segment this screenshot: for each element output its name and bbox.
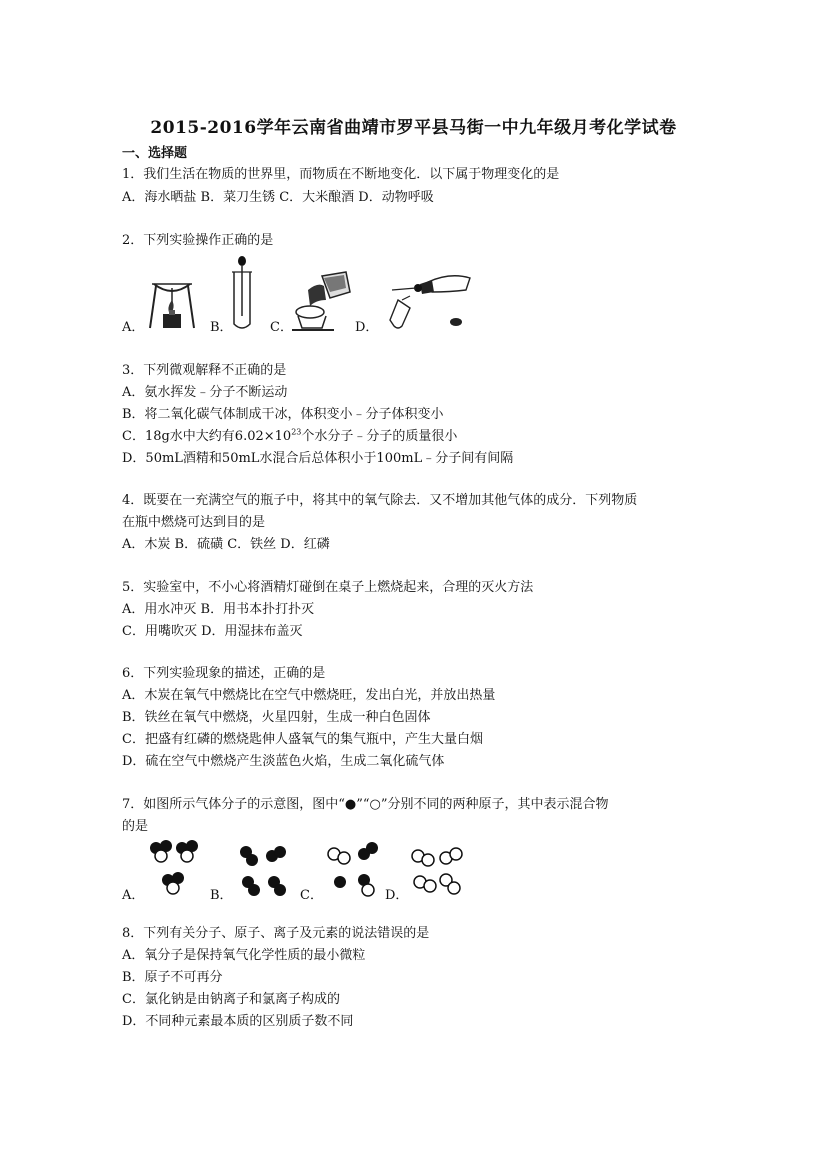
pouring-bottle-figure: [380, 266, 476, 330]
q6-option-d: D．硫在空气中燃烧产生淡蓝色火焰，生成二氧化硫气体: [122, 754, 445, 769]
q8-option-b: B．原子不可再分: [122, 970, 223, 985]
q4-stem-line1: 4．既要在一充满空气的瓶子中，将其中的氧气除去．又不增加其他气体的成分．下列物质: [122, 493, 638, 508]
q3-stem: 3．下列微观解释不正确的是: [122, 363, 287, 378]
q2-label-c: C．: [270, 320, 293, 335]
q3-option-c-rest: 个水分子﹣分子的质量很小: [301, 429, 458, 444]
q5-options-ab: A．用水冲灭 B．用书本扑打扑灭: [122, 602, 315, 617]
q2-label-b: B．: [210, 320, 233, 335]
q3-option-c: [122, 428, 457, 446]
q6-option-c: C．把盛有红磷的燃烧匙伸人盛氧气的集气瓶中，产生大量白烟: [122, 732, 483, 747]
q2-stem: 2．下列实验操作正确的是: [122, 233, 274, 248]
q7-label-a: A．: [122, 888, 145, 903]
heating-tripod-figure: [148, 264, 196, 332]
q2-label-d: D．: [355, 320, 379, 335]
q6-stem: 6．下列实验现象的描述，正确的是: [122, 666, 326, 681]
q8-option-a: A．氧分子是保持氧气化学性质的最小微粒: [122, 948, 366, 963]
q1-options: A．海水晒盐 B．菜刀生锈 C．大米酿酒 D．动物呼吸: [122, 190, 434, 205]
q2-label-a: A．: [122, 320, 145, 335]
q8-stem: 8．下列有关分子、原子、离子及元素的说法错误的是: [122, 926, 430, 941]
q7-label-c: C．: [300, 888, 323, 903]
q7-label-b: B．: [210, 888, 233, 903]
q3-option-c-main: C．18g水中大约有6.02×10: [122, 429, 292, 444]
q3-option-a: A．氨水挥发﹣分子不断运动: [122, 385, 288, 400]
q6-option-a: A．木炭在氧气中燃烧比在空气中燃烧旺，发出白光，并放出热量: [122, 688, 496, 703]
q7-label-d: D．: [385, 888, 409, 903]
molecule-diagram-b: [236, 842, 292, 898]
q6-option-b: B．铁丝在氧气中燃烧，火星四射，生成一种白色固体: [122, 710, 431, 725]
q3-option-c-exponent: 23: [291, 427, 302, 437]
q3-option-d: D．50mL酒精和50mL水混合后总体积小于100mL﹣分子间有间隔: [122, 451, 514, 466]
q5-options-cd: C．用嘴吹灭 D．用湿抹布盖灭: [122, 624, 303, 639]
dropper-test-tube-figure: [230, 256, 254, 332]
q8-option-c: C．氯化钠是由钠离子和氯离子构成的: [122, 992, 340, 1007]
q4-stem-line2: 在瓶中燃烧可达到目的是: [122, 515, 266, 530]
q7-stem-line1: 7．如图所示气体分子的示意图，图中“●”“○”分别不同的两种原子，其中表示混合物: [122, 797, 609, 812]
q5-stem: 5．实验室中，不小心将酒精灯碰倒在桌子上燃烧起来，合理的灭火方法: [122, 580, 534, 595]
q8-option-d: D．不同种元素最本质的区别质子数不同: [122, 1014, 354, 1029]
q4-options: A．木炭 B．硫磺 C．铁丝 D．红磷: [122, 537, 330, 552]
molecule-diagram-d: [410, 846, 466, 898]
q7-stem-line2: 的是: [122, 819, 149, 834]
q1-stem: 1．我们生活在物质的世界里，而物质在不断地变化．以下属于物理变化的是: [122, 167, 560, 182]
exam-title: 2015-2016学年云南省曲靖市罗平县马街一中九年级月考化学试卷: [150, 118, 677, 138]
molecule-diagram-a: [146, 838, 206, 898]
section-heading: 一、选择题: [122, 146, 188, 161]
pouring-liquid-figure: [288, 270, 352, 334]
molecule-diagram-c: [326, 842, 382, 898]
q3-option-b: B．将二氧化碳气体制成干冰，体积变小﹣分子体积变小: [122, 407, 444, 422]
